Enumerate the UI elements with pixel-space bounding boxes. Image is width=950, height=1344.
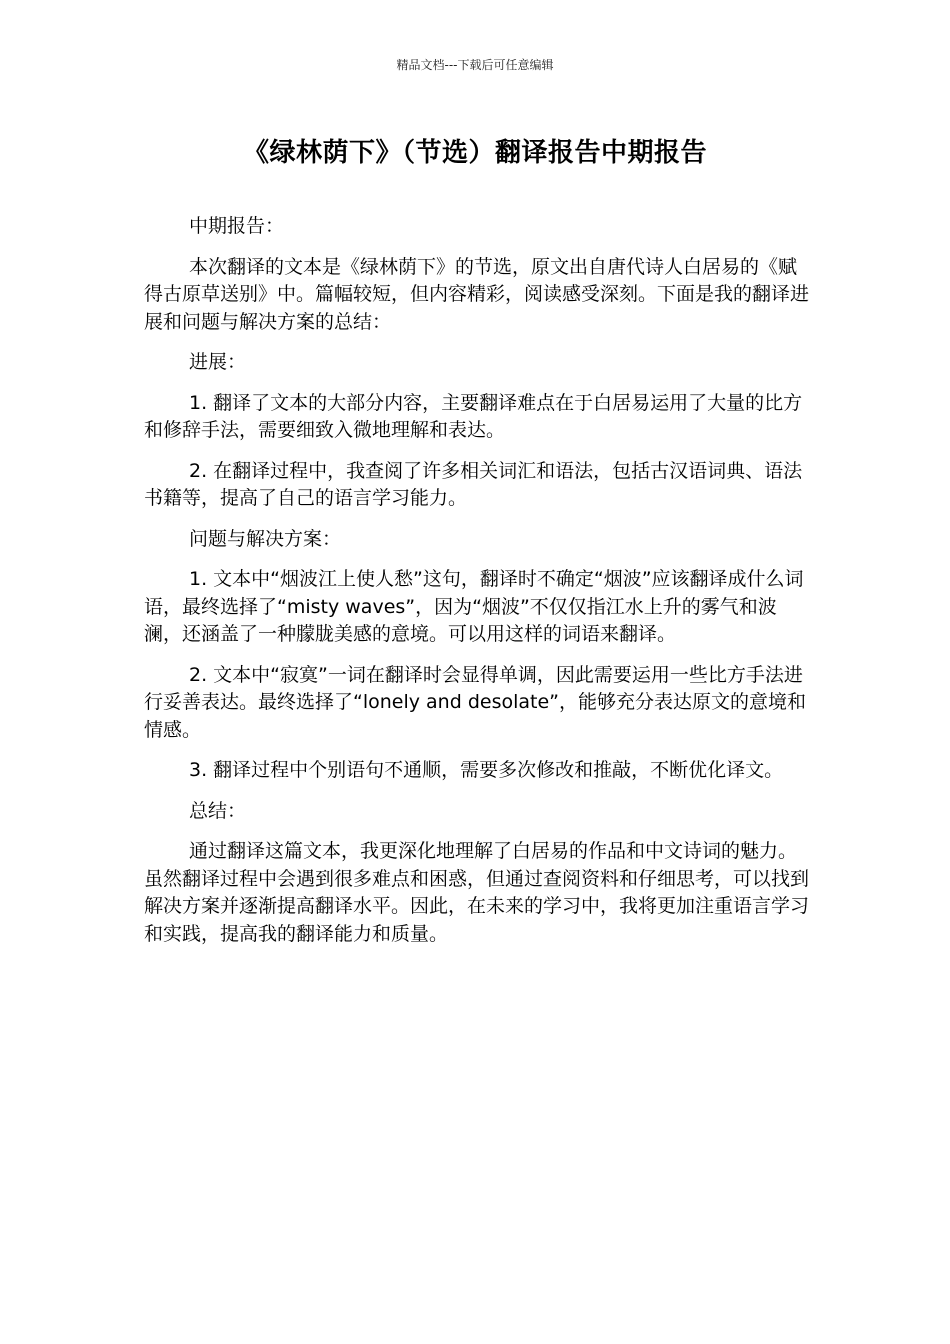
progress-item-1: 1. 翻译了文本的大部分内容，主要翻译难点在于白居易运用了大量的比方和修辞手法，需要细致入微地理解和表达。 xyxy=(144,391,803,441)
intro-paragraph: 本次翻译的文本是《绿林荫下》的节选，原文出自唐代诗人白居易的《赋得古原草送别》中。篇幅较短，但内容精彩，阅读感受深刻。下面是我的翻译进展和问题与解决方案的总结： xyxy=(144,255,810,333)
section-heading-progress: 进展： xyxy=(189,351,247,373)
problem-item-3: 3. 翻译过程中个别语句不通顺，需要多次修改和推敲，不断优化译文。 xyxy=(189,759,784,781)
document-title: 《绿林荫下》（节选）翻译报告中期报告 xyxy=(242,138,707,168)
progress-item-2: 2. 在翻译过程中，我查阅了许多相关词汇和语法，包括古汉语词典、语法书籍等，提高了自己的语言学习能力。 xyxy=(144,459,803,509)
summary-paragraph: 通过翻译这篇文本，我更深化地理解了白居易的作品和中文诗词的魅力。虽然翻译过程中会遇到很多难点和困惑，但通过查阅资料和仔细思考，可以找到解决方案并逐渐提高翻译水平。因此，在未来的学习中，我将更加注重语言学习和实践，提高我的翻译能力和质量。 xyxy=(144,840,810,945)
section-heading-summary: 总结： xyxy=(189,799,247,822)
problem-item-2: 2. 文本中“寂寞”一词在翻译时会显得单调，因此需要运用一些比方手法进行妥善表达。最终选择了“lonely and desolate”，能够充分表达原文的意境和情感。 xyxy=(144,663,807,741)
section-heading-problems: 问题与解决方案： xyxy=(189,527,342,550)
section-heading-midterm: 中期报告： xyxy=(189,215,285,237)
document-body xyxy=(144,213,809,961)
page-header: 精品文档---下载后可任意编辑 xyxy=(396,58,554,72)
problem-item-1: 1. 文本中“烟波江上使人愁”这句，翻译时不确定“烟波”应该翻译成什么词语，最终选择了“misty waves”，因为“烟波”不仅仅指江水上升的雾气和波澜，还涵盖了一种朦胧美感的意境。可以用这样的词语来翻译。 xyxy=(144,568,804,645)
